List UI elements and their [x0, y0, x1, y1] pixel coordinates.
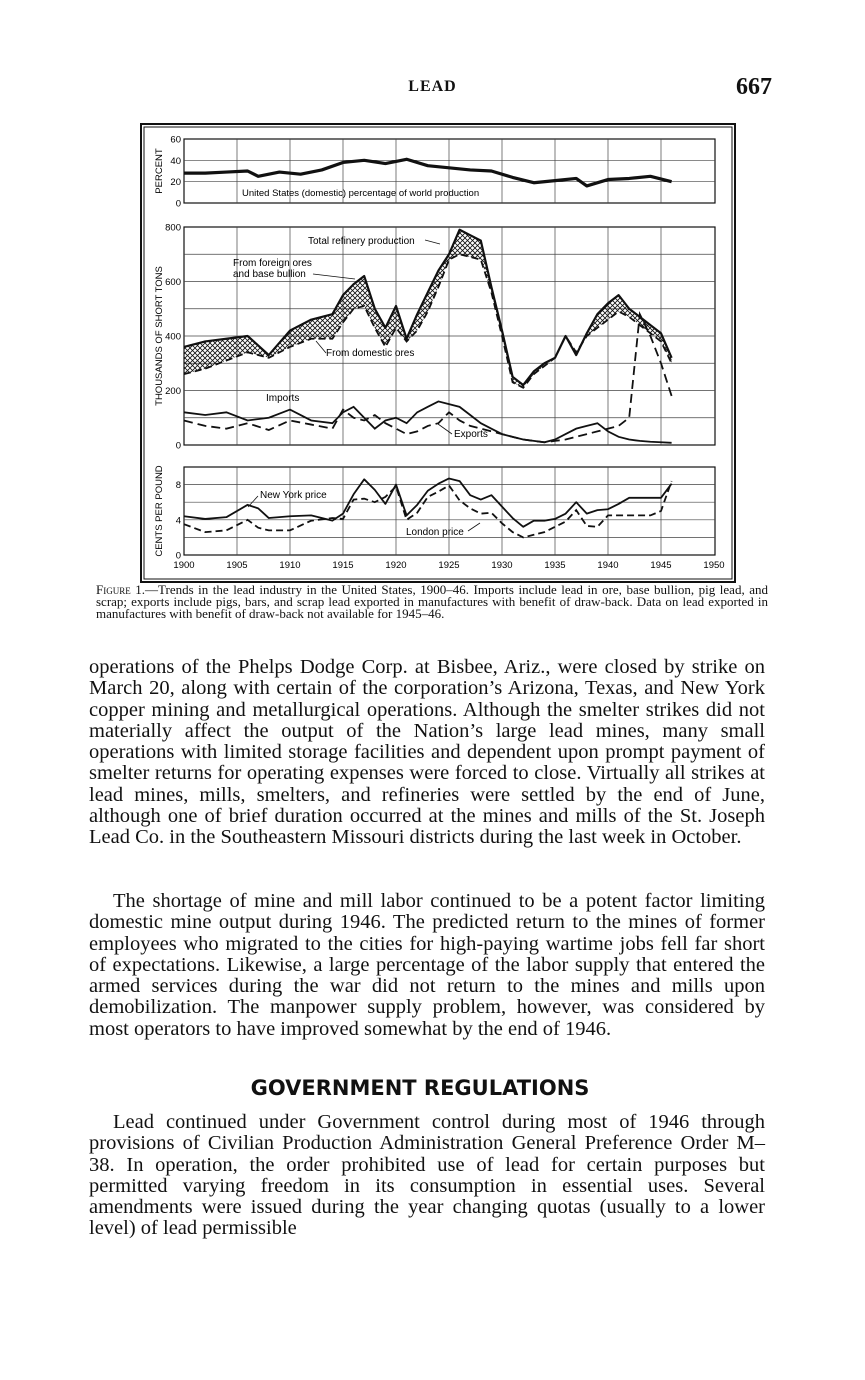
figure-caption-text: —Trends in the lead industry in the United States, 1900–46. Imports include lead in ore, base bullion, pig lead, and scrap; exports include pigs, bars, and scrap lead exported in manufactures with benefit of draw-back. Data on lead exported in manufactures with benefit of draw-back not available for 1945–46. [96, 582, 768, 621]
page-number: 667 [736, 74, 772, 100]
annotation-us-percent: United States (domestic) percentage of world production [242, 188, 480, 199]
series-exports [184, 401, 672, 442]
x-tick-label: 1930 [491, 560, 513, 571]
pointer-exports [438, 424, 452, 434]
x-tick-label: 1940 [597, 560, 619, 571]
x-tick-label: 1950 [703, 560, 725, 571]
x-tick-label: 1905 [226, 560, 248, 571]
x-tick-label: 1920 [385, 560, 407, 571]
section-heading: GOVERNMENT REGULATIONS [250, 1076, 590, 1100]
x-tick-label: 1910 [279, 560, 301, 571]
x-tick-label: 1900 [173, 560, 195, 571]
y-tick-label: 800 [165, 222, 181, 234]
pointer-ny [248, 496, 258, 507]
paragraph-1: operations of the Phelps Dodge Corp. at Bisbee, Ariz., were closed by strike on March 20, along with certain of the corporation’s Arizona, Texas, and New York copper mining and metallurgical operations. Although the smelter strikes did not materially affect the output of the Nation’s large lead mines, many small operations with limited storage facilities and dependent upon prompt payment of smelter returns for operating expenses were forced to close. Virtually all strikes at lead mines, mills, smelters, and refineries were settled by the end of June, although one of brief duration occurred at the mines and mills of the St. Joseph Lead Co. in the Southeastern Missouri districts during the last week in October. [89, 656, 765, 849]
y-tick-label: 8 [175, 480, 181, 492]
annotation-imports: Imports [266, 393, 300, 404]
figure-1 [140, 123, 736, 583]
annotation-foreign-ores-line1: From foreign ores [233, 258, 312, 269]
y-tick-label: 20 [170, 177, 181, 189]
paragraph-2: The shortage of mine and mill labor continued to be a potent factor limiting domestic mine output during 1946. The predicted return to the mines of former employees who migrated to the cities for high-paying wartime jobs fell far short of expectations. Likewise, a large percentage of the labor supply that entered the armed services during the war did not return to the mines and mills upon demobilization. The manpower supply problem, however, was considered by most operators to have improved somewhat by the end of 1946. [89, 890, 765, 1040]
annotation-foreign-ores-line2: and base bullion [233, 269, 306, 280]
y-tick-label: 0 [175, 198, 181, 210]
y-tick-label: 0 [175, 440, 181, 452]
y-axis-label-top: PERCENT [154, 148, 165, 194]
x-tick-label: 1915 [332, 560, 354, 571]
y-tick-label: 200 [165, 386, 181, 397]
y-axis-label-bottom: CENTS PER POUND [154, 465, 165, 557]
y-tick-label: 400 [165, 331, 181, 343]
pointer-foreign [313, 274, 355, 279]
y-tick-label: 40 [170, 155, 181, 167]
annotation-new-york-price: New York price [260, 490, 327, 501]
x-tick-label: 1935 [544, 560, 566, 571]
x-tick-label: 1945 [650, 560, 672, 571]
paragraph-3: Lead continued under Government control during most of 1946 through provisions of Civilian Production Administration General Preference Order M–38. In operation, the order prohibited use of lead for certain purposes but permitted varying freedom in its consumption in essential uses. Several amendments were issued during the year changing quotas (usually to a lower level) of lead permissible [89, 1111, 765, 1240]
y-tick-label: 600 [165, 277, 181, 288]
pointer-london [468, 523, 480, 531]
figure-caption-label: Figure 1. [96, 582, 145, 597]
y-axis-label-middle: THOUSANDS OF SHORT TONS [154, 266, 165, 406]
running-title: LEAD [408, 78, 457, 95]
annotation-total-refinery: Total refinery production [308, 236, 415, 247]
pointer-total [425, 240, 440, 244]
lead-trends-chart [140, 123, 736, 583]
panel-frame-bottom [184, 467, 715, 555]
pointer-domestic [316, 341, 326, 353]
annotation-domestic-ores: From domestic ores [326, 348, 415, 359]
figure-caption [96, 584, 768, 620]
annotation-london-price: London price [406, 527, 464, 538]
y-tick-label: 60 [170, 134, 181, 146]
y-tick-label: 0 [175, 550, 181, 562]
x-tick-label: 1925 [438, 560, 460, 571]
annotation-exports: Exports [454, 429, 488, 440]
y-tick-label: 4 [175, 515, 181, 527]
